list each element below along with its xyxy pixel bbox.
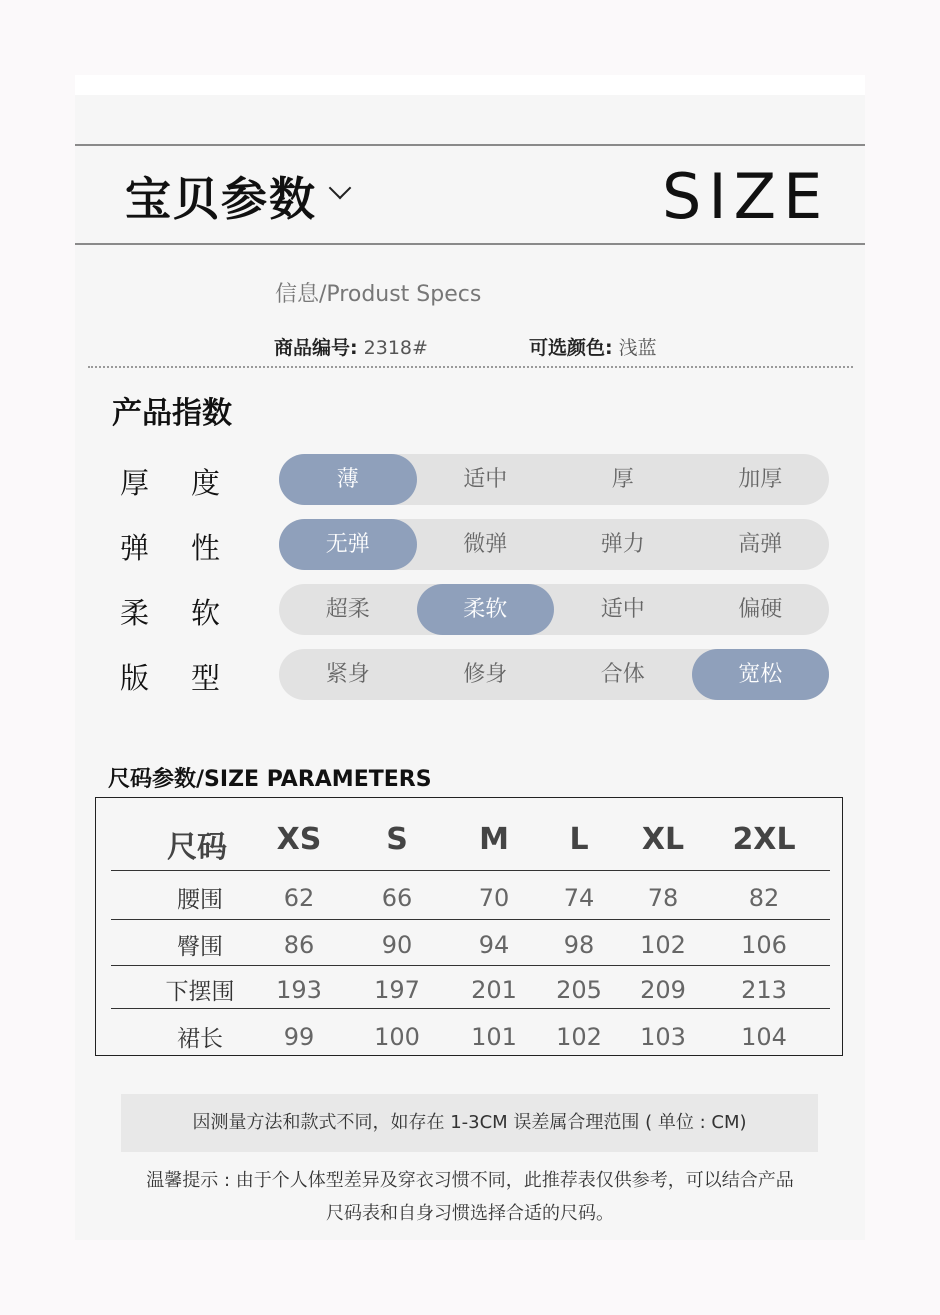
index-option-selected: 柔软 [417, 584, 555, 635]
index-option: 适中 [463, 467, 508, 492]
table-cell: 209 [640, 976, 686, 1004]
index-selector [279, 519, 829, 570]
index-option-selected: 无弹 [279, 519, 417, 570]
table-cell: 100 [374, 1023, 420, 1051]
table-cell: 106 [741, 931, 787, 959]
index-row-label-char: 度 [190, 466, 220, 500]
table-row-label: 臀围 [177, 934, 223, 960]
table-cell: 102 [640, 931, 686, 959]
product-code-label: 商品编号: [274, 337, 358, 359]
index-option-selected: 宽松 [692, 649, 830, 700]
table-cell: 205 [556, 976, 602, 1004]
page-title: 宝贝参数 [125, 172, 317, 226]
product-color [529, 333, 657, 360]
index-row-label-char: 软 [190, 596, 220, 630]
table-header-cell: S [386, 822, 408, 857]
table-cell: 66 [381, 884, 413, 912]
index-row-label-char: 厚 [120, 466, 150, 500]
product-code-value: 2318# [363, 337, 428, 359]
index-row-label-char: 版 [120, 661, 150, 695]
table-row-divider [111, 965, 830, 966]
index-option: 厚 [611, 467, 634, 492]
table-row-divider [111, 870, 830, 871]
table-header-cell: M [479, 822, 509, 857]
header-top-divider [75, 144, 865, 146]
table-cell: 74 [563, 884, 595, 912]
size-table-title: 尺码参数/SIZE PARAMETERS [108, 767, 432, 792]
index-option: 超柔 [325, 597, 370, 622]
index-option: 适中 [600, 597, 645, 622]
product-color-value: 浅蓝 [618, 337, 657, 359]
table-cell: 70 [478, 884, 510, 912]
index-option: 偏硬 [738, 597, 783, 622]
table-cell: 197 [374, 976, 420, 1004]
measurement-note: 因测量方法和款式不同，如存在 1-3CM 误差属合理范围 ( 单位 : CM) [121, 1094, 818, 1152]
index-row-label [120, 526, 220, 567]
table-cell: 104 [741, 1023, 787, 1051]
index-option-selected: 薄 [279, 454, 417, 505]
table-row-divider [111, 919, 830, 920]
table-row-label: 裙长 [177, 1026, 223, 1052]
index-row-label-char: 弹 [120, 531, 150, 565]
index-title: 产品指数 [112, 396, 232, 431]
index-row-label [120, 656, 220, 697]
table-cell: 103 [640, 1023, 686, 1051]
table-cell: 86 [283, 931, 315, 959]
index-row-label-char: 性 [190, 531, 220, 565]
specs-title: 信息/Produst Specs [275, 282, 482, 307]
index-selector [279, 649, 829, 700]
table-row-divider [111, 1008, 830, 1009]
table-cell: 102 [556, 1023, 602, 1051]
table-row-label: 下摆围 [165, 979, 235, 1005]
product-code [274, 333, 428, 360]
table-header-cell: XS [276, 822, 322, 857]
table-cell: 98 [563, 931, 595, 959]
table-header-cell: XL [641, 822, 685, 857]
table-cell: 99 [283, 1023, 315, 1051]
size-heading: SIZE [662, 160, 830, 233]
index-option: 紧身 [325, 662, 370, 687]
index-option: 高弹 [738, 532, 783, 557]
index-option: 加厚 [738, 467, 783, 492]
product-color-label: 可选颜色: [529, 337, 613, 359]
tip-line-1: 温馨提示 : 由于个人体型差异及穿衣习惯不同，此推荐表仅供参考，可以结合产品 [146, 1170, 794, 1191]
table-cell: 101 [471, 1023, 517, 1051]
top-strip [75, 75, 865, 95]
index-option: 合体 [600, 662, 645, 687]
table-cell: 90 [381, 931, 413, 959]
table-cell: 213 [741, 976, 787, 1004]
table-cell: 82 [748, 884, 780, 912]
table-cell: 193 [276, 976, 322, 1004]
index-row-label-char: 型 [190, 661, 220, 695]
table-cell: 78 [647, 884, 679, 912]
index-option: 微弹 [463, 532, 508, 557]
table-header-cell: 2XL [732, 822, 796, 857]
table-cell: 94 [478, 931, 510, 959]
index-selector [279, 454, 829, 505]
index-option: 弹力 [600, 532, 645, 557]
table-header-cell: L [569, 822, 589, 857]
table-cell: 201 [471, 976, 517, 1004]
table-header-cell: 尺码 [167, 830, 227, 865]
header-bottom-divider [75, 243, 865, 245]
index-row-label-char: 柔 [120, 596, 150, 630]
index-option: 修身 [463, 662, 508, 687]
index-selector [279, 584, 829, 635]
dotted-divider [88, 366, 853, 368]
index-row-label [120, 591, 220, 632]
table-row-label: 腰围 [177, 887, 223, 913]
index-row-label [120, 461, 220, 502]
table-cell: 62 [283, 884, 315, 912]
tip-line-2: 尺码表和自身习惯选择合适的尺码。 [326, 1203, 614, 1224]
